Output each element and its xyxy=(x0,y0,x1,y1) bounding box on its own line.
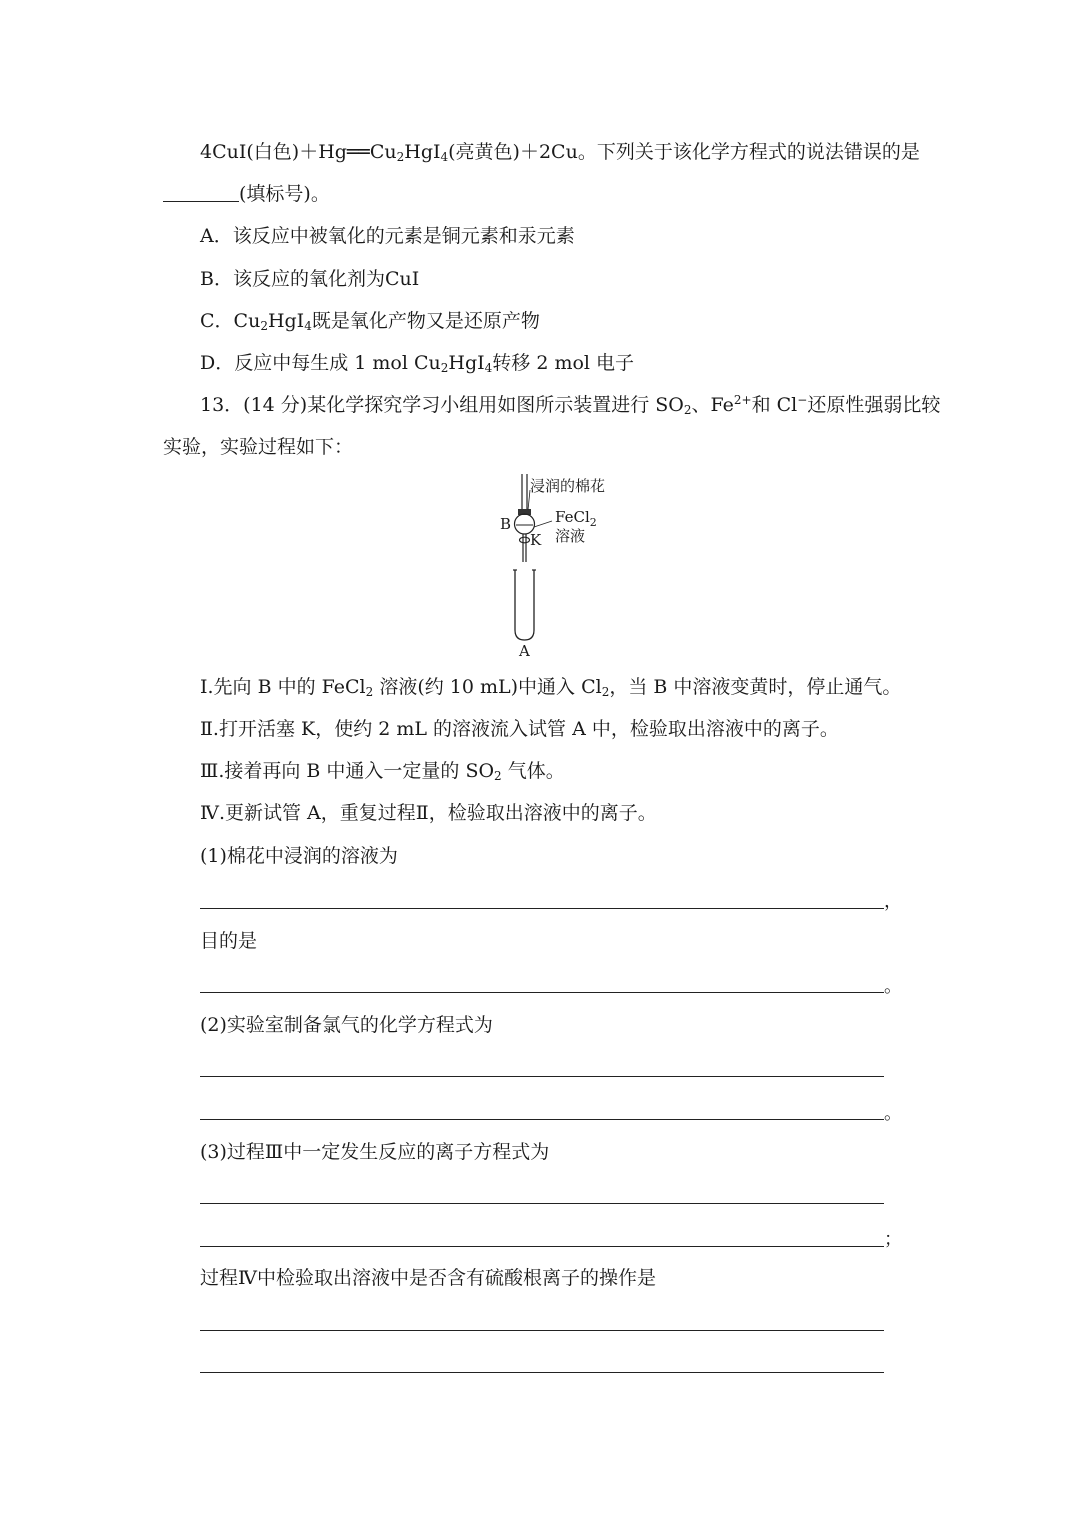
answer-line[interactable] xyxy=(200,992,884,993)
label-k: K xyxy=(530,531,542,549)
equilibrium-sign: ══ xyxy=(346,141,370,163)
answer-line[interactable] xyxy=(200,1246,884,1247)
answer-line[interactable] xyxy=(200,1203,884,1204)
answer-line[interactable] xyxy=(200,908,884,909)
part-1-prompt: (1)棉花中浸润的溶液为 xyxy=(200,845,398,867)
solution-label: 溶液 xyxy=(555,527,586,545)
step-3: Ⅲ.接着再向 B 中通入一定量的 $SO_2$ 气体。 xyxy=(200,760,565,783)
q12-equation-line: 4CuI(白色)$+Hg══Cu_2HgI_4$(亮黄色)＋2Cu。下列关于该化学方程式的说法错误的是 xyxy=(200,141,920,164)
q12-answer-line: (填标号)。 xyxy=(163,182,330,206)
cotton-label: 浸润的棉花 xyxy=(530,477,606,495)
apparatus-diagram xyxy=(490,470,630,660)
fecl2-label: FeCl$_2$ xyxy=(555,508,597,529)
answer-line[interactable] xyxy=(200,1119,884,1120)
answer-line[interactable] xyxy=(200,1372,884,1373)
part-2-prompt: (2)实验室制备氯气的化学方程式为 xyxy=(200,1014,493,1036)
part-3-test-prompt: 过程Ⅳ中检验取出溶液中是否含有硫酸根离子的操作是 xyxy=(200,1267,656,1289)
step-1: Ⅰ.先向 B 中的 FeCl$_2$ 溶液(约 10 mL)中通入 $Cl_2$，当 B 中溶液变黄时，停止通气。 xyxy=(200,676,902,699)
q13-intro: 13．(14 分)某化学探究学习小组用如图所示装置进行 $SO_2$、$Fe^{2+}$和 Cl−还原性强弱比较 xyxy=(200,393,941,417)
option-d: D．反应中每生成 1 mol $Cu_2HgI_4$转移 2 mol 电子 xyxy=(200,352,635,375)
part-3-semicolon: ； xyxy=(884,1229,902,1250)
q13-intro-continued: 实验，实验过程如下： xyxy=(163,436,354,458)
option-b: B．该反应的氧化剂为CuI xyxy=(200,268,420,290)
option-c: C．$Cu_2HgI_4$既是氧化产物又是还原产物 xyxy=(200,310,540,333)
label-a: A xyxy=(519,642,530,660)
apparatus-svg xyxy=(490,470,630,660)
part-1-goal-period: 。 xyxy=(884,976,902,997)
test-tube-a xyxy=(515,570,534,640)
answer-blank[interactable] xyxy=(163,183,239,202)
part-2-period: 。 xyxy=(884,1103,902,1124)
label-b: B xyxy=(500,515,512,533)
option-a: A．该反应中被氧化的元素是铜元素和汞元素 xyxy=(200,225,575,247)
step-4: Ⅳ.更新试管 A，重复过程Ⅱ，检验取出溶液中的离子。 xyxy=(200,802,657,824)
stopcock-k xyxy=(520,537,530,543)
answer-line[interactable] xyxy=(200,1076,884,1077)
part-1-goal-prompt: 目的是 xyxy=(200,930,258,952)
part-3-prompt: (3)过程Ⅲ中一定发生反应的离子方程式为 xyxy=(200,1141,550,1163)
step-2: Ⅱ.打开活塞 K，使约 2 mL 的溶液流入试管 A 中，检验取出溶液中的离子。 xyxy=(200,718,839,740)
part-1-comma: ， xyxy=(884,891,902,912)
answer-line[interactable] xyxy=(200,1330,884,1331)
